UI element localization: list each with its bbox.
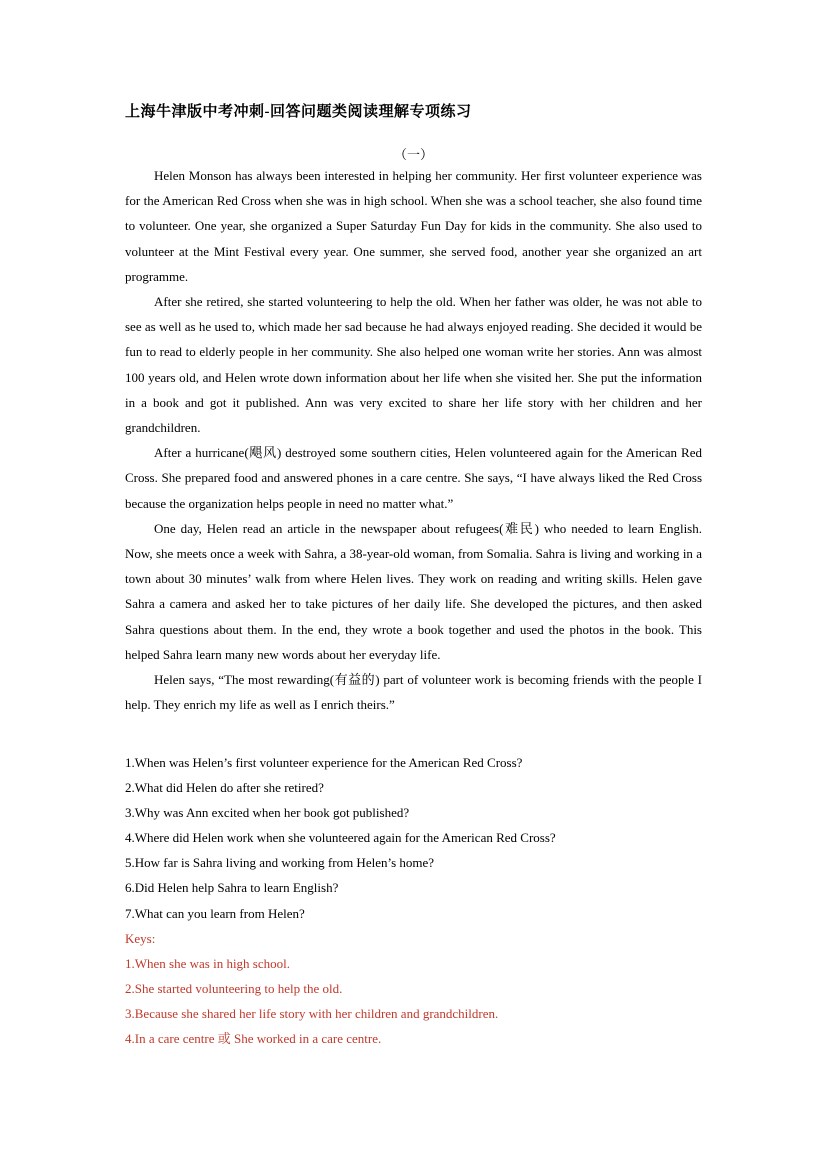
question-item: 5.How far is Sahra living and working from Helen’s home? — [125, 855, 435, 871]
question-item: 4.Where did Helen work when she volunteered again for the American Red Cross? — [125, 830, 556, 846]
question-item: 1.When was Helen’s first volunteer experience for the American Red Cross? — [125, 755, 523, 770]
paragraph: Helen Monson has always been interested in helping her community. Her first volunteer experience was for the American Red Cross when she was in high school. When she was a school teacher, she also found time to volunteer. One year, she organized a Super Saturday Fun Day for kids in the community. She also used to volunteer at the Mint Festival every year. One summer, she served food, another year she organized an art programme. — [125, 168, 702, 284]
document-title: 上海牛津版中考冲刺-回答问题类阅读理解专项练习 — [125, 104, 472, 120]
answer-key-item: 1.When she was in high school. — [125, 955, 291, 971]
question-item: 2.What did Helen do after she retired? — [125, 780, 324, 796]
question-item: 6.Did Helen help Sahra to learn English? — [125, 880, 339, 896]
passage — [125, 163, 702, 717]
answer-key-item: 3.Because she shared her life story with her children and grandchildren. — [125, 1005, 499, 1021]
section-number: （一） — [393, 147, 433, 162]
paragraph: One day, Helen read an article in the newspaper about refugees(难民) who needed to learn English. Now, she meets once a week with Sahra, a 38-year-old woman, from Somalia. Sahra is living and working in a town about 30 minutes’ walk from where Helen lives. They work on reading and writing skills. Helen gave Sahra a camera and asked her to take pictures of her daily life. She developed the pictures, and then asked Sahra questions about them. In the end, they wrote a book together and used the photos in the book. This helped Sahra learn many new words about her everyday life. — [125, 520, 702, 662]
answer-keys — [125, 926, 725, 1051]
paragraph: After a hurricane(飓风) destroyed some southern cities, Helen volunteered again for the American Red Cross. She prepared food and answered phones in a care centre. She says, “I have always liked the Red Cross because the organization helps people in need no matter what.” — [125, 445, 702, 511]
question-item: 7.What can you learn from Helen? — [125, 905, 305, 921]
question-item: 3.Why was Ann excited when her book got published? — [125, 805, 410, 821]
keys-label: Keys: — [125, 930, 156, 946]
answer-key-item: 2.She started volunteering to help the old. — [125, 980, 343, 996]
question-list — [125, 750, 725, 1051]
answer-key-item: 4.In a care centre 或 She worked in a care centre. — [125, 1031, 382, 1047]
paragraph: Helen says, “The most rewarding(有益的) part of volunteer work is becoming friends with the people I help. They enrich my life as well as I enrich theirs.” — [125, 672, 702, 713]
paragraph: After she retired, she started volunteering to help the old. When her father was older, he was not able to see as well as he used to, which made her sad because he had always enjoyed reading. She decided it would be fun to read to elderly people in her community. She also helped one woman write her stories. Ann was almost 100 years old, and Helen wrote down information about her life when she visited her. She put the information in a book and got it published. Ann was very excited to share her life story with her children and her grandchildren. — [125, 294, 702, 436]
